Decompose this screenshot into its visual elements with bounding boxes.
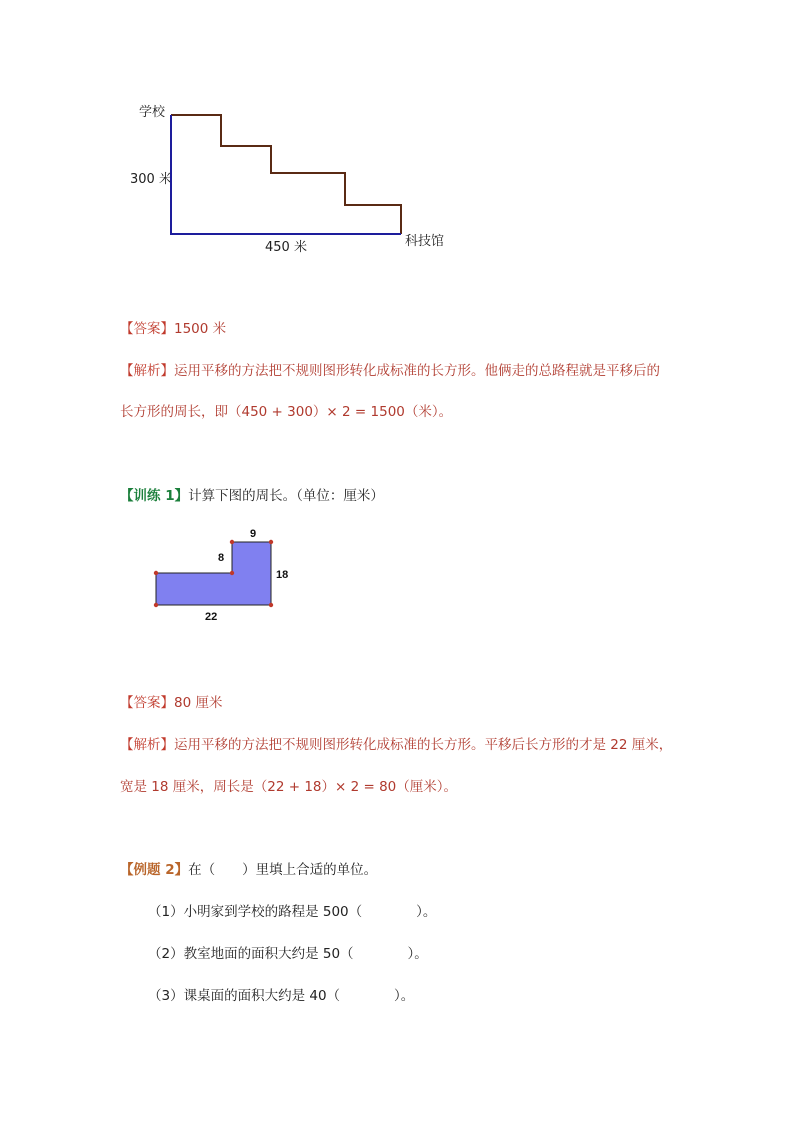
school-label: 学校 — [139, 105, 166, 120]
analysis-1-line-2: 长方形的周长，即（450 + 300）× 2 = 1500（米）。 — [120, 404, 453, 420]
example-item-3: （3）课桌面的面积大约是 40（ ）。 — [148, 988, 415, 1004]
example-tag: 【例题 2】 — [120, 862, 189, 878]
vertex-point — [269, 540, 273, 544]
width-label: 450 米 — [265, 240, 307, 255]
vertex-point — [230, 540, 234, 544]
answer-value: 80 厘米 — [174, 695, 223, 711]
vertex-point — [230, 571, 234, 575]
analysis-tag: 【解析】 — [120, 363, 174, 379]
example-item-2: （2）教室地面的面积大约是 50（ ）。 — [148, 946, 428, 962]
answer-1 — [120, 317, 226, 337]
analysis-2-line-1 — [120, 733, 672, 753]
answer-2 — [120, 691, 222, 711]
staircase-figure — [160, 105, 420, 245]
training-1 — [120, 484, 384, 504]
analysis-text: 运用平移的方法把不规则图形转化成标准的长方形。他俩走的总路程就是平移后的 — [174, 363, 660, 379]
example-item-1: （1）小明家到学校的路程是 500（ ）。 — [148, 904, 437, 920]
dim-bottom-label: 22 — [205, 611, 218, 623]
stair-path — [171, 115, 401, 234]
height-label: 300 米 — [130, 172, 172, 187]
training-question: 计算下图的周长。（单位：厘米） — [188, 488, 384, 504]
answer-tag: 【答案】 — [120, 695, 174, 711]
analysis-2-line-2: 宽是 18 厘米，周长是（22 + 18）× 2 = 80（厘米）。 — [120, 779, 458, 795]
dim-top-label: 9 — [250, 528, 257, 540]
analysis-text: 运用平移的方法把不规则图形转化成标准的长方形。平移后长方形的才是 22 厘米， — [174, 737, 673, 753]
museum-label: 科技馆 — [405, 234, 445, 249]
analysis-tag: 【解析】 — [120, 737, 174, 753]
example-2 — [120, 858, 377, 878]
straight-path — [171, 115, 401, 234]
vertex-point — [269, 603, 273, 607]
answer-tag: 【答案】 — [120, 321, 174, 337]
vertex-point — [154, 603, 158, 607]
example-question: 在（ ）里填上合适的单位。 — [188, 862, 378, 878]
dim-right-label: 18 — [276, 569, 289, 581]
analysis-1-line-1 — [120, 359, 660, 379]
vertex-point — [154, 571, 158, 575]
l-shape — [156, 542, 271, 605]
answer-value: 1500 米 — [174, 321, 227, 337]
l-shape-figure — [140, 525, 320, 630]
training-tag: 【训练 1】 — [120, 488, 189, 504]
dim-left-label: 8 — [218, 552, 225, 564]
